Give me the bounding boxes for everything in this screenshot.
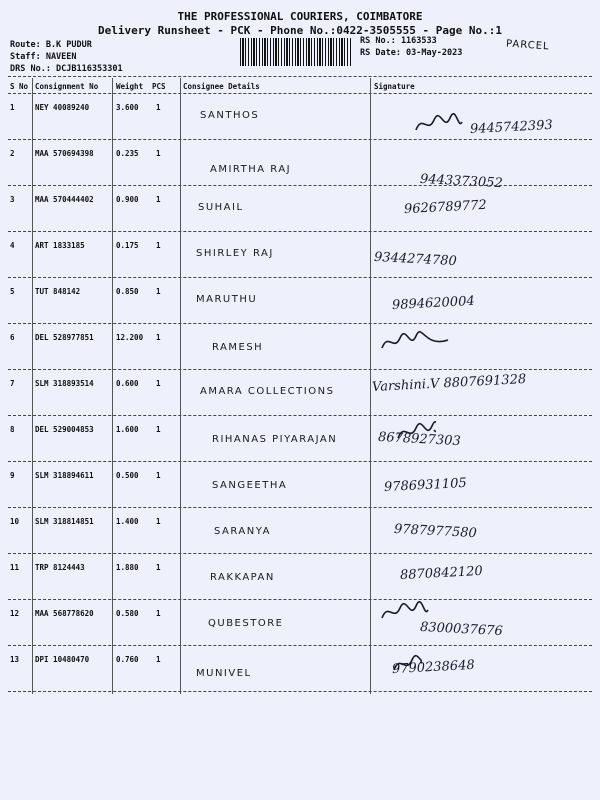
row-signature: 9787977580 [393,521,478,542]
row-signature: 8678927303 [377,429,462,450]
row-consignee-name: SUHAIL [198,202,244,213]
row-pcs: 1 [156,609,161,618]
row-consignment-no: MAA 570694398 [35,149,94,158]
row-consignee-name: SHIRLEY RAJ [196,248,274,259]
row-weight: 1.880 [116,563,139,572]
col-header-pcs: PCS [152,82,166,91]
row-divider [8,139,592,140]
row-consignment-no: TUT 848142 [35,287,81,296]
row-sno: 11 [10,563,20,572]
row-pcs: 1 [156,471,161,480]
column-rule [112,78,113,694]
row-pcs: 1 [156,517,161,526]
row-pcs: 1 [156,103,161,112]
row-divider [8,691,592,692]
row-pcs: 1 [156,195,161,204]
col-header-signature: Signature [374,82,415,91]
signature-scribble-icon [392,652,422,676]
row-divider [8,599,592,600]
column-rule [180,78,181,694]
row-divider [8,645,592,646]
row-consignee-name: QUBESTORE [208,618,284,629]
row-consignment-no: SLM 318814851 [35,517,94,526]
row-pcs: 1 [156,241,161,250]
row-weight: 0.235 [116,149,139,158]
col-header-sno: S No [10,82,29,91]
row-weight: 1.400 [116,517,139,526]
row-weight: 0.850 [116,287,139,296]
row-consignee-name: RAMESH [212,342,264,353]
rs-date: RS Date: 03-May-2023 [360,48,463,58]
row-consignee-name: SANTHOS [200,110,260,121]
col-header-consignee: Consignee Details [183,82,260,91]
row-consignee-name: RIHANAS PIYARAJAN [212,434,338,445]
row-signature: Varshini.V 8807691328 [371,371,527,396]
row-weight: 0.175 [116,241,139,250]
rs-number: RS No.: 1163533 [360,36,437,46]
row-consignment-no: SLM 318894611 [35,471,94,480]
row-divider [8,185,592,186]
column-rule [32,78,33,694]
row-pcs: 1 [156,425,161,434]
column-rule [370,78,371,694]
row-sno: 13 [10,655,20,664]
row-sno: 12 [10,609,20,618]
signature-scribble-icon [396,420,436,444]
row-signature: 9894620004 [391,293,476,314]
row-divider [8,553,592,554]
row-divider [8,277,592,278]
row-weight: 1.600 [116,425,139,434]
row-weight: 0.760 [116,655,139,664]
row-pcs: 1 [156,149,161,158]
row-consignment-no: MAA 570444402 [35,195,94,204]
row-divider [8,507,592,508]
row-pcs: 1 [156,563,161,572]
row-weight: 0.500 [116,471,139,480]
row-sno: 4 [10,241,15,250]
runsheet-title: Delivery Runsheet - PCK - Phone No.:0422-3505555 - Page No.:1 [98,24,502,37]
row-weight: 0.900 [116,195,139,204]
row-sno: 2 [10,149,15,158]
row-divider [8,461,592,462]
row-weight: 0.600 [116,379,139,388]
route-label: Route: B.K PUDUR [10,40,92,50]
row-consignment-no: ART 1833185 [35,241,85,250]
row-consignee-name: AMARA COLLECTIONS [200,386,335,397]
col-header-consignment: Consignment No [35,82,99,91]
row-signature: 8300037676 [419,619,504,640]
divider [8,93,592,94]
row-consignment-no: SLM 318893514 [35,379,94,388]
row-signature: 9344274780 [373,249,458,270]
row-sno: 6 [10,333,15,342]
row-divider [8,323,592,324]
row-weight: 0.580 [116,609,139,618]
row-consignee-name: MARUTHU [196,294,258,305]
drs-number: DRS No.: DCJB116353301 [10,64,123,74]
row-signature: 9445742393 [469,117,554,138]
row-sno: 1 [10,103,15,112]
row-consignment-no: NEY 40089240 [35,103,90,112]
row-pcs: 1 [156,287,161,296]
row-sno: 7 [10,379,15,388]
row-sno: 5 [10,287,15,296]
row-signature: 9626789772 [403,197,488,218]
row-signature: 9786931105 [383,475,468,496]
staff-label: Staff: NAVEEN [10,52,77,62]
row-consignment-no: DPI 10480470 [35,655,90,664]
row-consignee-name: SARANYA [214,526,271,537]
row-consignee-name: RAKKAPAN [210,572,275,583]
row-sno: 8 [10,425,15,434]
signature-scribble-icon [414,112,464,136]
row-consignment-no: DEL 529004853 [35,425,94,434]
row-sno: 10 [10,517,20,526]
row-divider [8,231,592,232]
row-signature: 9443373052 [419,171,504,192]
row-weight: 3.600 [116,103,139,112]
row-divider [8,369,592,370]
company-title: THE PROFESSIONAL COURIERS, COIMBATORE [177,10,423,23]
row-consignment-no: MAA 568778620 [35,609,94,618]
row-sno: 9 [10,471,15,480]
row-sno: 3 [10,195,15,204]
parcel-handwritten-note: PARCEL [505,38,550,53]
barcode [240,38,352,66]
row-consignment-no: TRP 8124443 [35,563,85,572]
col-header-weight: Weight [116,82,144,91]
row-signature: 9790238648 [391,657,476,678]
row-consignee-name: SANGEETHA [212,480,288,491]
signature-scribble-icon [380,330,450,354]
row-pcs: 1 [156,379,161,388]
row-weight: 12.200 [116,333,144,342]
row-pcs: 1 [156,333,161,342]
row-consignment-no: DEL 528977851 [35,333,94,342]
signature-scribble-icon [380,600,430,624]
row-consignee-name: AMIRTHA RAJ [210,164,292,175]
row-pcs: 1 [156,655,161,664]
row-signature: 8870842120 [399,563,484,584]
divider [8,76,592,77]
row-consignee-name: MUNIVEL [196,668,252,679]
row-divider [8,415,592,416]
